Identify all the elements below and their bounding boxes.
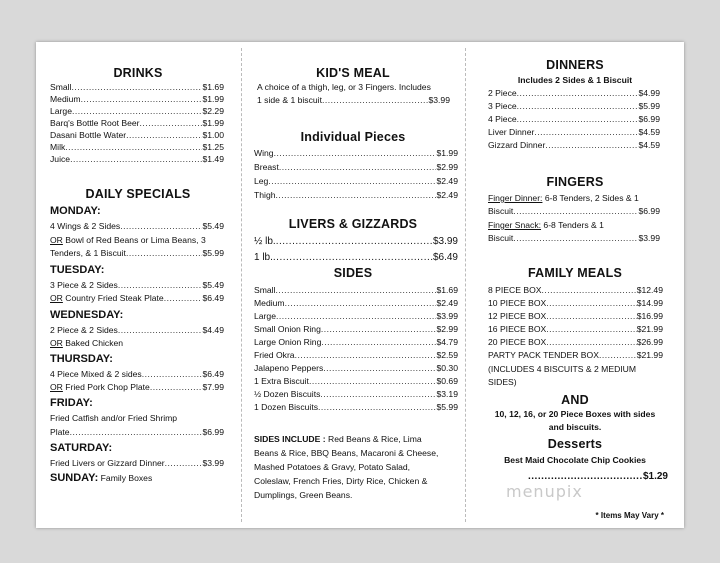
menu-item: Gizzard Dinner ..... $4.59 — [488, 140, 660, 151]
menu-item: Milk ..... $1.25 — [50, 142, 224, 153]
sides-include-line-1: SIDES INCLUDE : Red Beans & Rice, Lima — [254, 434, 422, 444]
menu-item: Barq's Bottle Root Beer ..... $1.99 — [50, 118, 224, 129]
menu-item: ½ Dozen Biscuits ..... $3.19 — [254, 389, 458, 400]
sides-heading: SIDES — [333, 266, 373, 280]
menu-column-right — [466, 42, 684, 528]
party-pack-note-2: SIDES) — [488, 377, 517, 387]
menu-item: Liver Dinner ..... $4.59 — [488, 127, 660, 138]
sides-include-line-3: Mashed Potatoes & Gravy, Potato Salad, — [254, 462, 411, 472]
menu-item-text: OR Baked Chicken — [50, 338, 124, 348]
dinners-heading: DINNERS — [546, 58, 604, 72]
menu-item: 8 PIECE BOX ..... $12.49 — [488, 285, 663, 296]
menu-item: Dasani Bottle Water ..... $1.00 — [50, 130, 224, 141]
party-pack-note-1: (INCLUDES 4 BISCUITS & 2 MEDIUM — [488, 364, 637, 374]
menu-item: 1 side & 1 biscuit ..... $3.99 — [257, 95, 450, 106]
menu-item: Breast ..... $2.99 — [254, 162, 458, 173]
dinners-subtitle: Includes 2 Sides & 1 Biscuit — [517, 75, 633, 85]
menu-item: Wing ..... $1.99 — [254, 148, 458, 159]
menu-column-left — [36, 42, 240, 528]
menu-item-text: OR Bowl of Red Beans or Lima Beans, 3 — [50, 235, 206, 245]
livers-gizzards-heading: LIVERS & GIZZARDS — [288, 217, 418, 231]
monday-label: MONDAY: — [50, 205, 101, 217]
menu-item: 12 PIECE BOX ..... $16.99 — [488, 311, 663, 322]
menu-item: Biscuit ..... $3.99 — [488, 233, 660, 244]
menu-item: 4 Wings & 2 Sides ..... $5.49 — [50, 221, 224, 232]
menu-item: 3 Piece ..... $5.99 — [488, 101, 660, 112]
menu-item: 1 Dozen Biscuits ..... $5.99 — [254, 402, 458, 413]
and-line-2: and biscuits. — [548, 422, 602, 432]
finger-dinner-desc: Finger Dinner: 6-8 Tenders, 2 Sides & 1 — [488, 193, 639, 203]
menu-item: 2 Piece & 2 Sides ..... $4.49 — [50, 325, 224, 336]
menu-item-text: Fried Catfish and/or Fried Shrimp — [50, 413, 178, 423]
daily-specials-heading: DAILY SPECIALS — [85, 187, 191, 201]
items-may-vary-note: * Items May Vary * — [595, 511, 664, 520]
kids-meal-heading: KID'S MEAL — [316, 66, 390, 80]
drinks-heading: DRINKS — [113, 66, 163, 80]
menu-item: 1 lb. ..... $6.49 — [254, 251, 458, 264]
menu-item: Tenders, & 1 Biscuit ..... $5.99 — [50, 248, 224, 259]
menu-item: OR Country Fried Steak Plate ..... $6.49 — [50, 293, 224, 304]
menu-item: 1 Extra Biscuit ..... $0.69 — [254, 376, 458, 387]
menu-item: Biscuit ..... $6.99 — [488, 206, 660, 217]
finger-snack-desc: Finger Snack: 6-8 Tenders & 1 — [488, 220, 604, 230]
menu-item: Large ..... $3.99 — [254, 311, 458, 322]
sides-include-line-4: Coleslaw, French Fries, Dirty Rice, Chicken & — [254, 476, 428, 486]
saturday-label: SATURDAY: — [50, 442, 113, 454]
menu-item: Medium ..... $1.99 — [50, 94, 224, 105]
and-line-1: 10, 12, 16, or 20 Piece Boxes with sides — [494, 409, 656, 419]
individual-pieces-heading: Individual Pieces — [300, 130, 406, 144]
wednesday-label: WEDNESDAY: — [50, 309, 124, 321]
thursday-label: THURSDAY: — [50, 353, 113, 365]
menu-item: OR Fried Pork Chop Plate ..... $7.99 — [50, 382, 224, 393]
menu-item: Small ..... $1.69 — [254, 285, 458, 296]
menu-item: 4 Piece ..... $6.99 — [488, 114, 660, 125]
menu-item: Jalapeno Peppers ..... $0.30 — [254, 363, 458, 374]
menu-item: 2 Piece ..... $4.99 — [488, 88, 660, 99]
menu-item: Fried Livers or Gizzard Dinner ..... $3.99 — [50, 458, 224, 469]
dessert-item: Best Maid Chocolate Chip Cookies — [504, 455, 646, 465]
sides-include-line-5: Dumplings, Green Beans. — [254, 490, 353, 500]
family-meals-heading: FAMILY MEALS — [527, 266, 623, 280]
menu-item: Juice ..... $1.49 — [50, 154, 224, 165]
menu-item: PARTY PACK TENDER BOX ..... $21.99 — [488, 350, 663, 361]
watermark-menupix: menupix — [506, 482, 583, 501]
fingers-heading: FINGERS — [546, 175, 604, 189]
menu-item: Leg ..... $2.49 — [254, 176, 458, 187]
menu-column-middle — [242, 42, 464, 528]
menu-item: Fried Okra ..... $2.59 — [254, 350, 458, 361]
sunday-line: SUNDAY: Family Boxes — [50, 472, 153, 484]
menu-item: Small Onion Ring ..... $2.99 — [254, 324, 458, 335]
sides-include-line-2: Beans & Rice, BBQ Beans, Macaroni & Cheese, — [254, 448, 439, 458]
menu-item: ..... $1.29 — [528, 470, 668, 483]
menu-item: 20 PIECE BOX ..... $26.99 — [488, 337, 663, 348]
kids-meal-desc: A choice of a thigh, leg, or 3 Fingers. Includes — [257, 82, 431, 92]
menu-item: 10 PIECE BOX ..... $14.99 — [488, 298, 663, 309]
and-heading: AND — [561, 393, 589, 407]
menu-item: Medium ..... $2.49 — [254, 298, 458, 309]
menu-item: Thigh ..... $2.49 — [254, 190, 458, 201]
menu-item: Large ..... $2.29 — [50, 106, 224, 117]
menu-item: 4 Piece Mixed & 2 sides ..... $6.49 — [50, 369, 224, 380]
menu-sheet — [36, 42, 684, 528]
desserts-heading: Desserts — [547, 437, 603, 451]
menu-item: Plate ..... $6.99 — [50, 427, 224, 438]
menu-item: ½ lb. ..... $3.99 — [254, 235, 458, 248]
menu-item: Large Onion Ring ..... $4.79 — [254, 337, 458, 348]
menu-item: Small ..... $1.69 — [50, 82, 224, 93]
menu-item: 16 PIECE BOX ..... $21.99 — [488, 324, 663, 335]
menu-item: 3 Piece & 2 Sides ..... $5.49 — [50, 280, 224, 291]
friday-label: FRIDAY: — [50, 397, 93, 409]
tuesday-label: TUESDAY: — [50, 264, 105, 276]
